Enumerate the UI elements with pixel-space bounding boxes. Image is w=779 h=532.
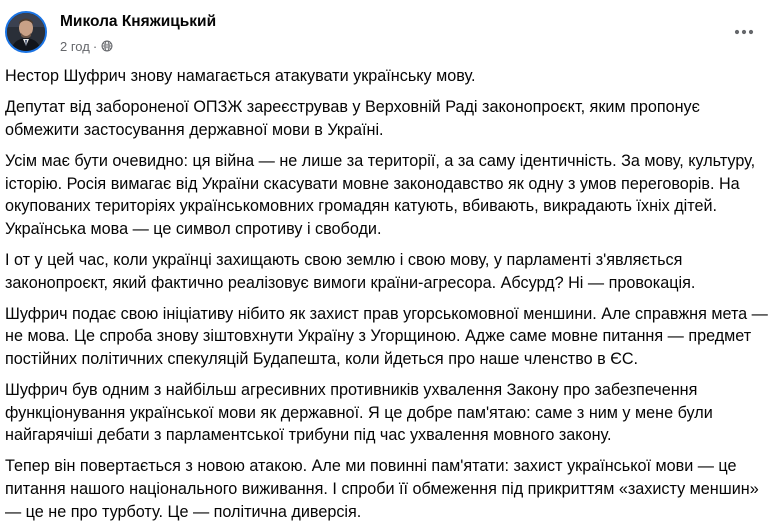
author-avatar[interactable] <box>5 11 47 53</box>
post-paragraph: І от у цей час, коли українці захищають свою землю і свою мову, у парламенті з'являється законопроєкт, який фактично реалізовує вимоги країни-агресора. Абсурд? Ні — провокація. <box>5 250 696 292</box>
post-header <box>0 0 779 64</box>
author-name[interactable]: Микола Княжицький <box>60 13 217 30</box>
post-paragraph: Депутат від забороненої ОПЗЖ зареєстрував у Верховній Раді законопроєкт, яким пропонує обмежити застосування державної мови в Україні. <box>5 98 700 139</box>
post-paragraph: Шуфрич подає свою ініціативу нібито як захист прав угорськомовної меншини. Але справжня мета — не мова. Це спроба знову зіштовхнути Україну з Угорщиною. Адже саме мовне питання — предмет постійних політичних спекуляцій Будапешта, коли йдеться про наше членство в ЄС. <box>5 304 768 368</box>
globe-icon[interactable] <box>101 40 113 52</box>
more-options-button[interactable] <box>728 20 760 44</box>
post-paragraph: Шуфрич був одним з найбільш агресивних противників ухвалення Закону про забезпечення функціонування української мови як державної. Я це добре пам'ятаю: саме з ним у мене були найгарячіші дебати з парламентської трибуни під час ухвалення мовного закону. <box>5 381 713 445</box>
post-paragraph: Нестор Шуфрич знову намагається атакувати українську мову. <box>5 67 476 85</box>
post-timestamp[interactable]: 2 год <box>60 38 90 54</box>
post-paragraph: Тепер він повертається з новою атакою. Але ми повинні пам'ятати: захист української мови — це питання нашого національного виживання. І спроби її обмеження під прикриттям «захисту меншин» — це не про турботу. Це — політична диверсія. <box>5 457 759 521</box>
post-body <box>5 65 773 532</box>
more-options-icon <box>734 29 754 35</box>
post-paragraph: Усім має бути очевидно: ця війна — не лише за території, а за саму ідентичність. За мову, культуру, історію. Росія вимагає від України скасувати мовне законодавство як одну з умов переговорів. На окупованих територіях українськомовних громадян катують, вбивають, викрадають їхніх дітей. Українська мова — це символ спротиву і свободи. <box>5 151 756 238</box>
avatar-photo-icon <box>7 13 45 51</box>
meta-separator: · <box>92 38 98 54</box>
post-meta <box>60 37 113 55</box>
